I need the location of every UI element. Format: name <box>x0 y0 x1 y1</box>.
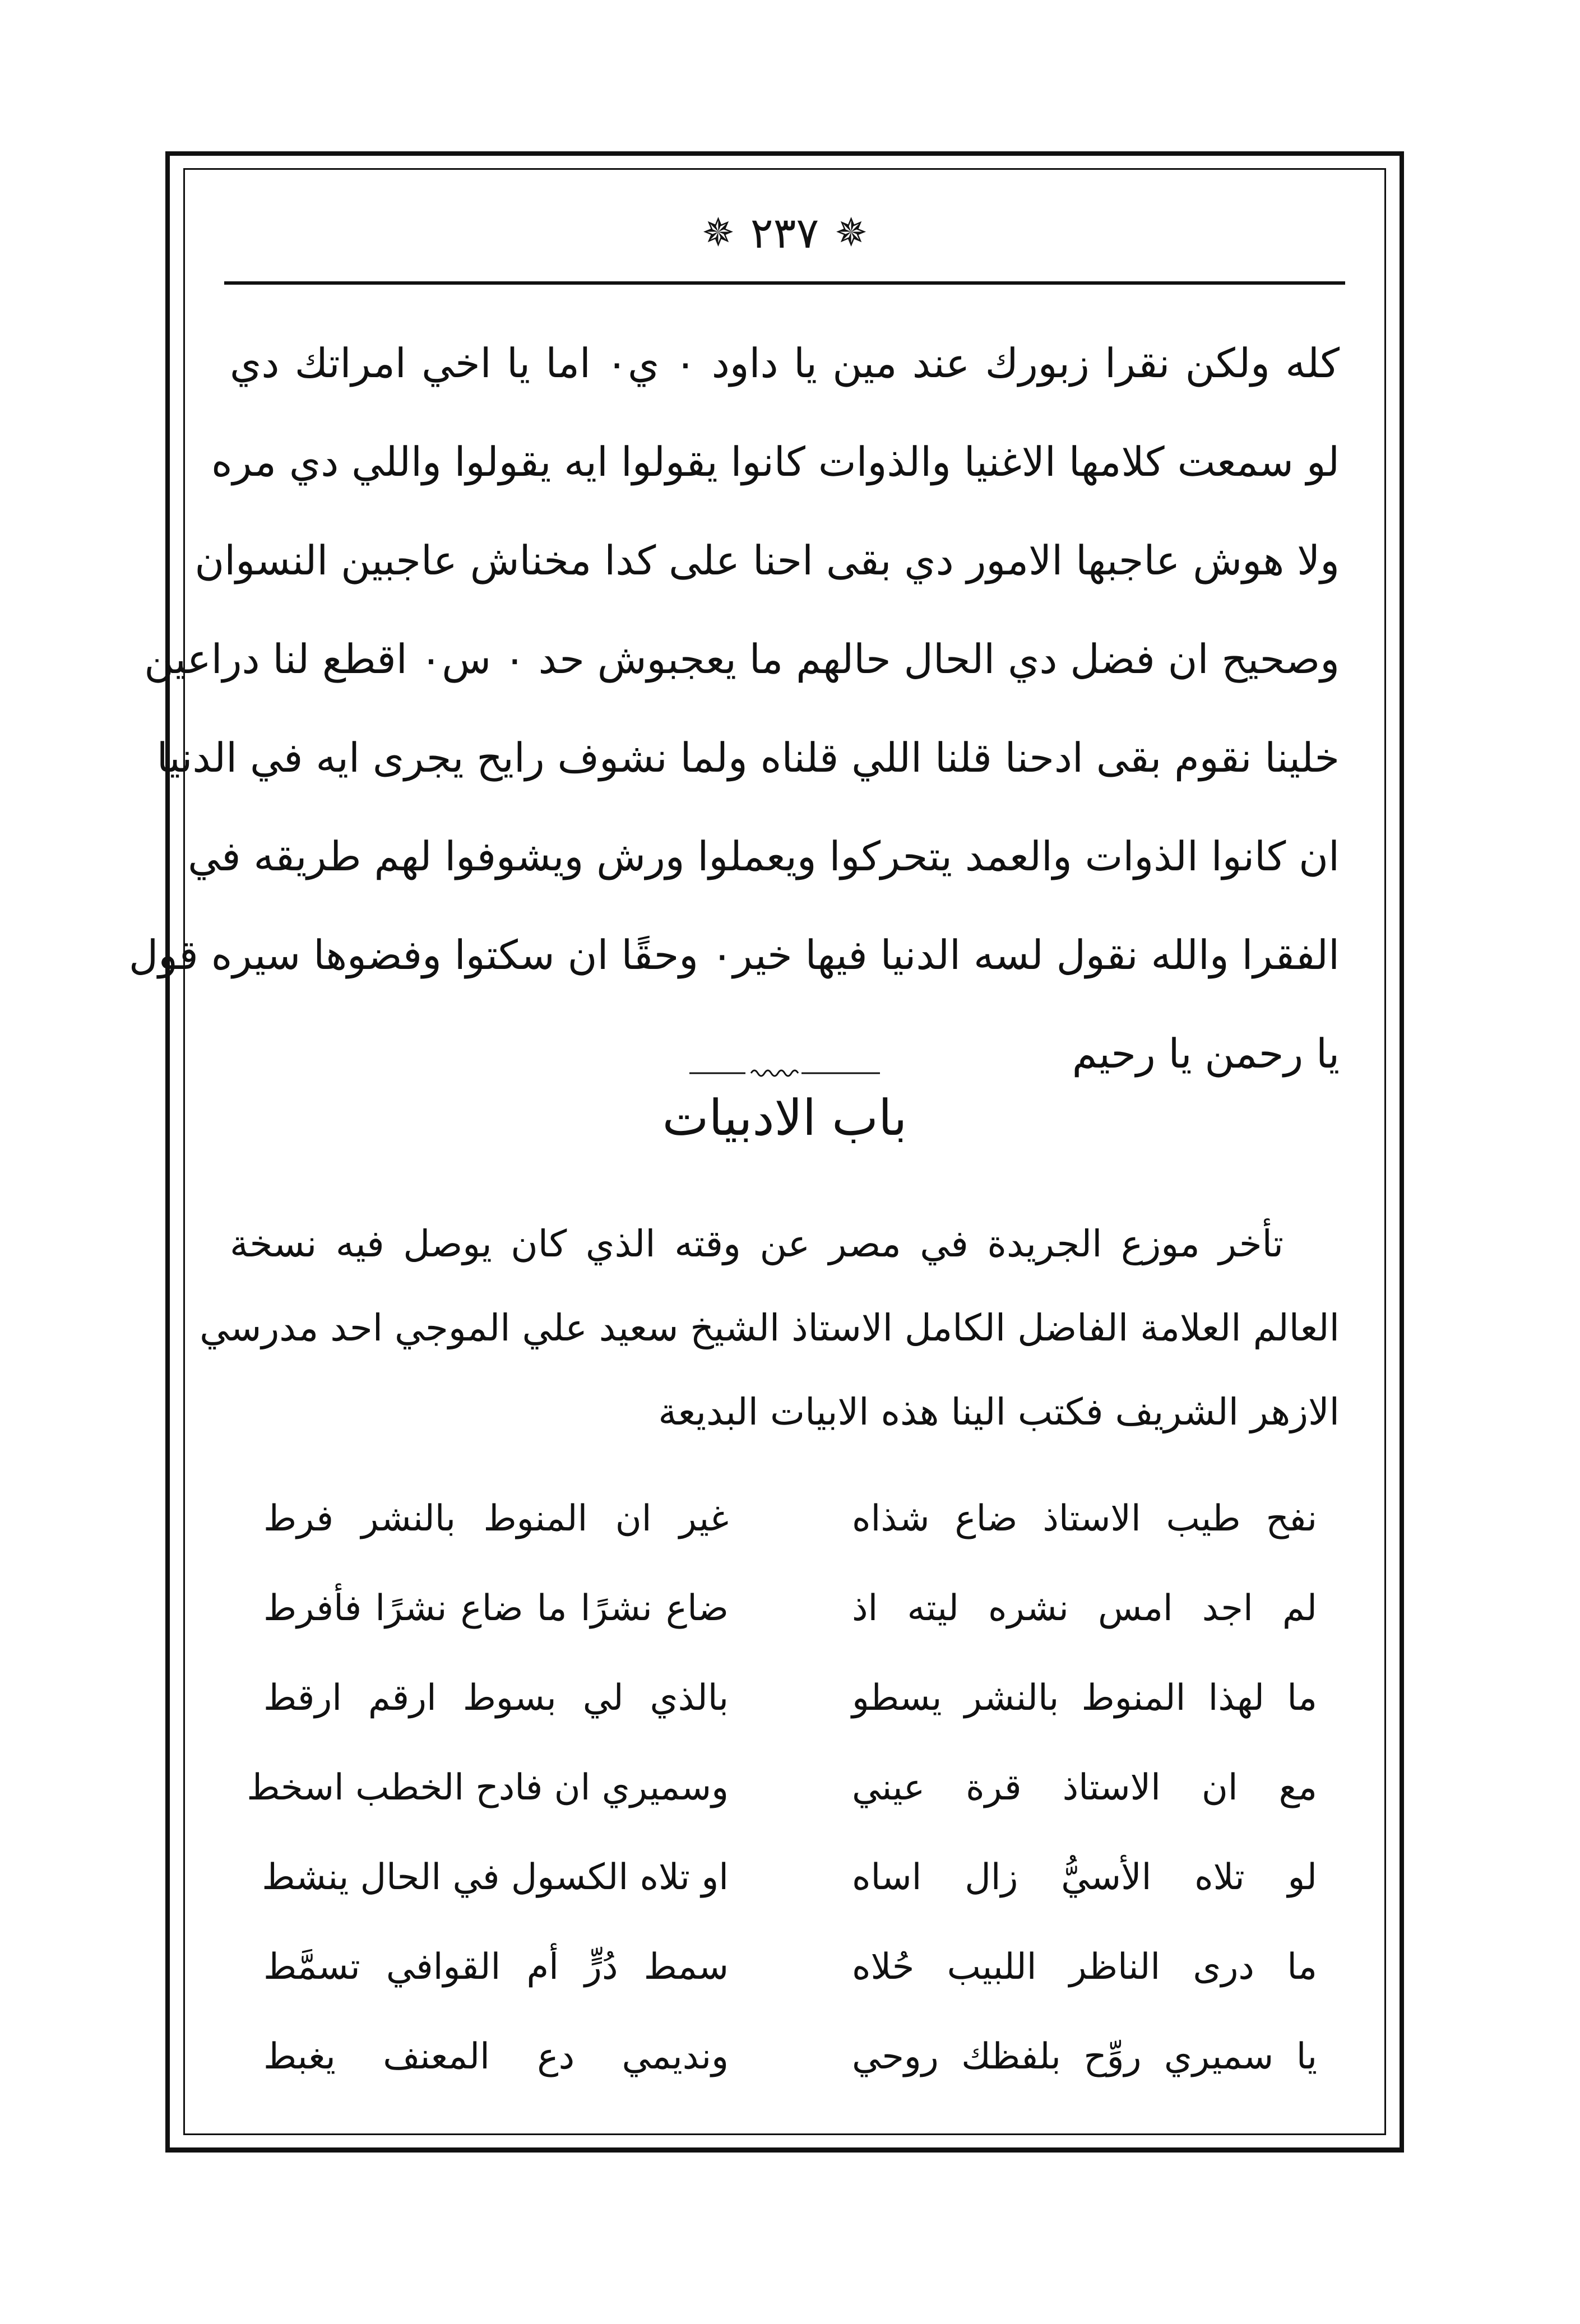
prose-line: لو سمعت كلامها الاغنيا والذوات كانوا يقولوا ايه يقولوا واللي دي مره <box>211 438 1340 485</box>
intro-line: العالم العلامة الفاضل الكامل الاستاذ الشيخ سعيد علي الموجي احد مدرسي <box>200 1306 1340 1349</box>
header-rule <box>224 281 1345 285</box>
intro-line: الازهر الشريف فكتب الينا هذه الابيات البديعة <box>658 1390 1340 1434</box>
page-frame-bottom-rule <box>165 2151 1404 2153</box>
poem-verse <box>247 1743 1317 1833</box>
poem-verse <box>263 1833 1317 1922</box>
page-header <box>224 199 1345 266</box>
verse-first-hemistich: لو تلاه الأسيُّ زال اساه <box>852 1857 1317 1898</box>
prose-line: الفقرا والله نقول لسه الدنيا فيها خير٠ وحقًا ان سكتوا وفضوها سيره قول <box>128 931 1340 978</box>
section-title: باب الادبيات <box>662 1089 907 1147</box>
prose-line: وصحيح ان فضل دي الحال حالهم ما يعجبوش حد ٠ س٠ اقطع لنا دراعين <box>144 635 1340 683</box>
prose-line: ان كانوا الذوات والعمد يتحركوا ويعملوا ورش ويشوفوا لهم طريقه في <box>188 833 1340 880</box>
verse-second-hemistich: سمط دُرٍّ أم القوافي تسمَّط <box>263 1946 729 1988</box>
verse-first-hemistich: مع ان الاستاذ قرة عيني <box>852 1767 1317 1808</box>
prose-line: يا رحمن يا رحيم <box>1072 1030 1340 1077</box>
prose-line: ولا هوش عاجبها الامور دي بقى احنا على كدا مخناش عاجبين النسوان <box>194 537 1340 584</box>
verse-second-hemistich: وسميري ان فادح الخطب اسخط <box>247 1767 729 1808</box>
poem-verse <box>263 2012 1317 2102</box>
poem-verse <box>263 1474 1317 1564</box>
poem-verse <box>263 1653 1317 1743</box>
poem-verse <box>263 1564 1317 1653</box>
verse-first-hemistich: يا سميري روِّح بلفظك روحي <box>852 2036 1317 2077</box>
ornament-icon: ✵ <box>835 210 868 256</box>
verse-second-hemistich: ونديمي دع المعنف يغبط <box>263 2036 729 2077</box>
verse-second-hemistich: بالذي لي بسوط ارقم ارقط <box>263 1677 729 1719</box>
verse-first-hemistich: نفح طيب الاستاذ ضاع شذاه <box>852 1498 1317 1539</box>
verse-second-hemistich: او تلاه الكسول في الحال ينشط <box>262 1857 729 1898</box>
intro-block <box>200 1202 1340 1454</box>
page-number: ٢٣٧ <box>750 207 819 258</box>
prose-line: خلينا نقوم بقى ادحنا قلنا اللي قلناه ولما نشوف رايح يجرى ايه في الدنيا <box>156 734 1340 781</box>
verse-second-hemistich: غير ان المنوط بالنشر فرط <box>263 1498 729 1539</box>
prose-block <box>128 314 1340 1103</box>
ornament-icon: ✵ <box>702 210 735 256</box>
verse-second-hemistich: ضاع نشرًا ما ضاع نشرًا فأفرط <box>263 1588 729 1629</box>
poem <box>247 1474 1317 2102</box>
verse-first-hemistich: ما لهذا المنوط بالنشر يسطو <box>852 1677 1317 1719</box>
prose-line: كله ولكن نقرا زبورك عند مين يا داود ٠ ي٠ اما يا اخي امراتك دي <box>230 340 1340 387</box>
verse-first-hemistich: لم اجد امس نشره ليته اذ <box>852 1588 1317 1629</box>
intro-line: تأخر موزع الجريدة في مصر عن وقته الذي كان يوصل فيه نسخة <box>230 1222 1284 1265</box>
verse-first-hemistich: ما درى الناظر اللبيب حُلاه <box>852 1946 1317 1988</box>
poem-verse <box>263 1922 1317 2012</box>
